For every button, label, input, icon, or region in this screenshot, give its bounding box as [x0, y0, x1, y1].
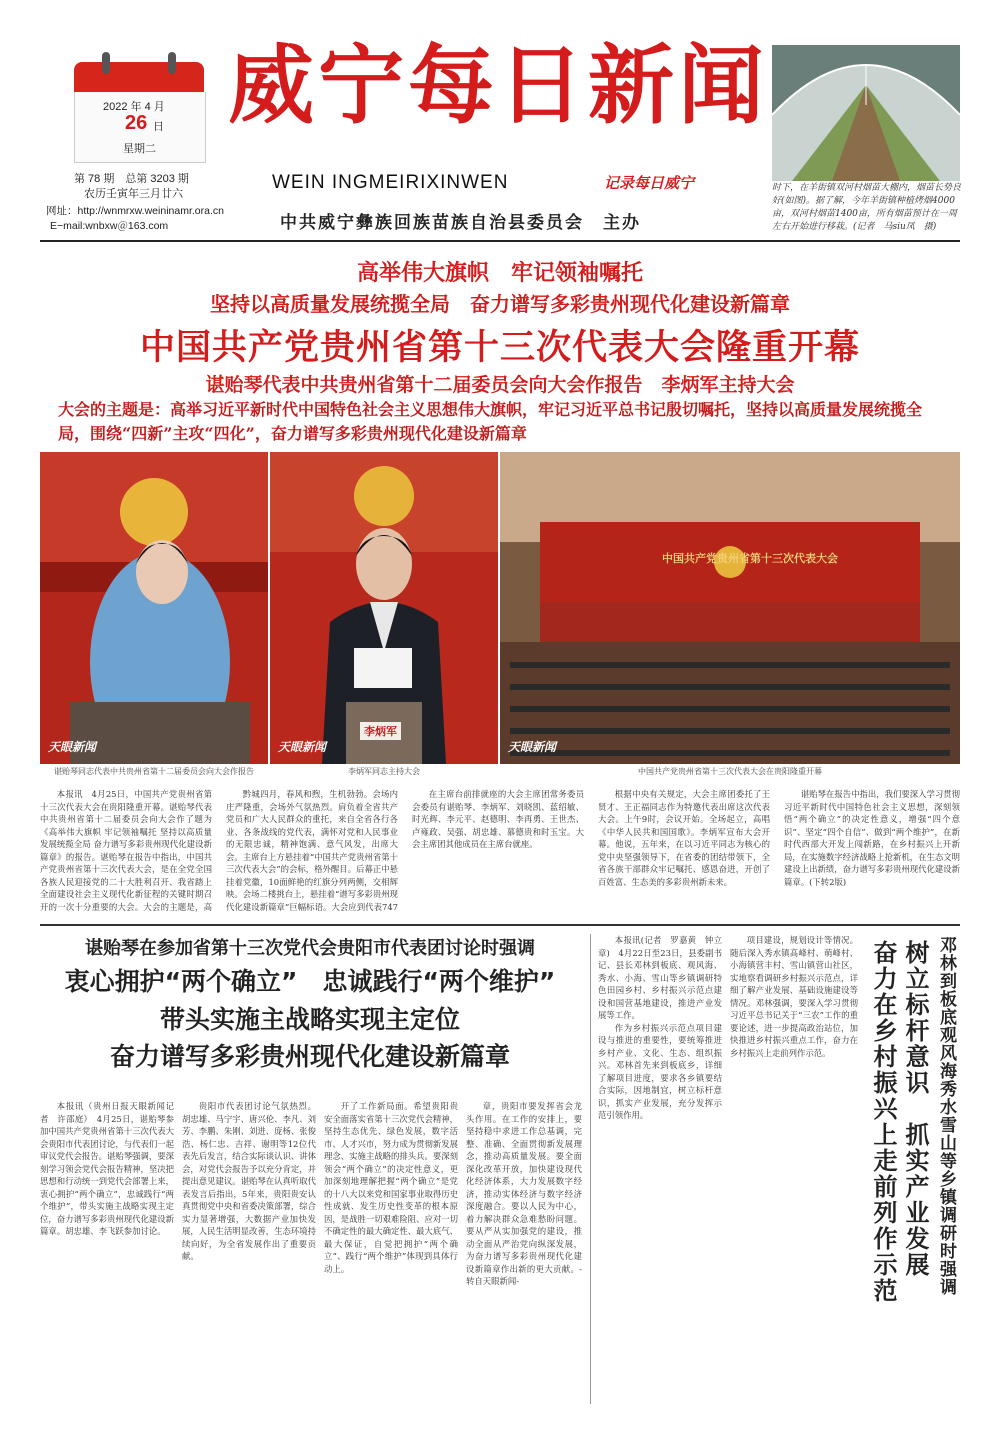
lead-body-col-2 [226, 788, 398, 913]
article3-headline-outer: 邓林到板底观风海秀水雪山等乡镇调研时强调 [936, 936, 956, 1296]
article3-headline-inner: 奋力在乡村振兴上走前列作示范 [869, 940, 897, 1304]
lead-body-col-3 [412, 788, 584, 913]
article3-col-2 [730, 934, 858, 1402]
photo-congress-hall [500, 452, 960, 764]
lead-paragraph: 黔城四月，春风和煦，生机勃勃。会场内庄严隆重，会场外气氛热烈。肩负着全省共产党员和广大人民群众的重托，来自全省各行各业、各条战线的党代表，满怀对党和人民事业的无限忠诚，精神饱满、意气风发，出席大会。主席台上方悬挂着“中国共产党贵州省第十三次代表大会”的会标，格外醒目。后幕正中悬挂着党徽，10面鲜艳的红旗分列两侧，交相辉映。会场二楼挑台上，悬挂着“谱写多彩贵州现代化建设新篇章”巨幅标语。大会应到代表747 [226, 789, 398, 912]
photo-watermark: 天眼新闻 [278, 740, 327, 754]
hall-banner: 中国共产党贵州省第十三次代表大会 [662, 552, 838, 565]
lead-theme: 大会的主题是：高举习近平新时代中国特色社会主义思想伟大旗帜，牢记习近平总书记殷切嘱托，坚持以高质量发展统揽全局，围绕“四新”主攻“四化”，奋力谱写多彩贵州现代化建设新篇章 [58, 400, 923, 443]
newspaper-slogan: 记录每日威宁 [604, 174, 695, 192]
lead-body-col-5 [784, 788, 960, 913]
article2-headline-3: 奋力谱写多彩贵州现代化建设新篇章 [109, 1042, 510, 1071]
photo3-caption: 中国共产党贵州省第十三次代表大会在贵阳隆重开幕 [638, 767, 822, 776]
photo-speaker-report [40, 452, 268, 764]
lead-paragraph: 在主席台前排就座的大会主席团常务委员会委员有谌贻琴、李炳军、刘晓凯、蓝绍敏、时光辉、李元平、赵德明、李再勇、王世杰、卢雍政、吴强、胡忠雄、慕德贵和时玉宝。大会主席团其他成员在主席台就座。 [412, 789, 584, 849]
calendar-header [74, 62, 204, 92]
photo2-caption: 李炳军同志主持大会 [348, 767, 420, 776]
issue-info [74, 172, 244, 202]
greenhouse-photo [772, 45, 960, 181]
article2-col-1 [40, 1100, 174, 1400]
nameplate: 李炳军 [360, 722, 401, 740]
calendar-ring-icon [168, 52, 176, 74]
column-rule [590, 934, 591, 1404]
calendar-year-month: 2022 年 4 月 [103, 101, 165, 113]
calendar-ring-icon [102, 52, 110, 74]
issue-number: 第 78 期 总第 3203 期 [74, 173, 189, 185]
lead-paragraph: 谌贻琴在报告中指出，我们要深入学习贯彻习近平新时代中国特色社会主义思想，深刻领悟“两个确立”的决定性意义，增强“四个意识”、坚定“四个自信”、做到“两个维护”，在新时代西部大开发上闯新路，在乡村振兴上开新局，在实施数字经济战略上抢新机，在生态文明建设上出新绩，奋力谱写多彩贵州现代化建设新篇章。(下转2版) [784, 789, 960, 887]
lead-subhead: 谌贻琴代表中共贵州省第十二届委员会向大会作报告 李炳军主持大会 [205, 374, 795, 396]
article2-headline-2: 带头实施主战略实现主定位 [159, 1005, 460, 1034]
article2-col-2 [182, 1100, 316, 1400]
lead-body-col-1 [40, 788, 212, 913]
article3-paragraph: 项目建设，规划设计等情况。随后深入秀水镇高峰村、萌峰村、小海镇营丰村、雪山镇营山社区，实地察看调研乡村振兴示范点，详细了解产业发展、基础设施建设等情况。邓林强调，要深入学习贯彻习近平总书记关于“三农”工作的重要论述，进一步提高政治站位，加快推进乡村振兴重点工作，奋力在乡村振兴上走前列作示范。 [730, 935, 858, 1058]
photo-watermark: 天眼新闻 [508, 740, 557, 754]
newspaper-pinyin: WEIN INGMEIRIXINWEN [272, 172, 509, 193]
lead-paragraph: 根据中央有关规定，大会主席团委托了王贤才、王正福同志作为特邀代表出席这次代表大会。上午9时，会议开始。全场起立，高唱《中华人民共和国国歌》。李炳军宣布大会开幕。他说，五年来，在以习近平同志为核心的党中央坚强领导下，在省委的团结带领下，全省各族干部群众牢记嘱托、感恩奋进，开创了百姓富、生态美的多彩贵州新未来。 [598, 789, 770, 887]
article2-col-3 [324, 1100, 458, 1400]
photo-watermark: 天眼新闻 [48, 740, 97, 754]
email-link[interactable]: E−mail:wnbxw＠163.com [50, 220, 169, 232]
calendar-day: 26 [125, 112, 148, 134]
photo-chairman [270, 452, 498, 764]
article2-paragraph: 本报讯（贵州日报天眼新闻记者 许邵庭） 4月25日，谌贻琴参加中国共产党贵州省第十三次代表大会贵阳市代表团讨论，与代表们一起审议党代会报告。谌贻琴强调，要深刻学习领会党代会报告精神，坚决把思想和行动统一到党代会部署上来，衷心拥护“两个确立”，忠诚践行“两个维护”，带头实施主战略实现主定位，奋力谱写多彩贵州现代化建设新篇章。胡忠雄、李飞跃参加讨论。 [40, 1101, 174, 1236]
website-link[interactable]: 网址：http://wnmrxw.weininamr.ora.cn [46, 205, 224, 217]
lead-paragraph: 本报讯 4月25日，中国共产党贵州省第十三次代表大会在贵阳隆重开幕。谌贻琴代表中共贵州省第十二届委员会向大会作了题为《高举伟大旗帜 牢记领袖嘱托 坚持以高质量发展统揽全局 奋力谱写多彩贵州现代化建设新篇章》的报告。谌贻琴在报告中指出，中国共产党贵州省第十三次代表大会，是在全党全国各族人民迎接党的二十大胜利召开、我省踏上全面建设社会主义现代化新征程的关键时期召开的一次十分重要的大会。大会的主题是，高 [40, 789, 212, 912]
article3-paragraph: 本报讯(记者 罗嘉黄 钟立章) 4月22日至23日，县委副书记、县长邓林到板底、观风海、秀水、小海、雪山等乡镇调研特色田园乡村、乡村振兴示范点建设和国营基地建设，推进产业发展等工作。 [598, 935, 722, 1020]
article3-col-1 [598, 934, 722, 1402]
article3-headline-mid: 树立标杆意识 抓实产业发展 [901, 940, 929, 1278]
publisher-line: 中共威宁彝族回族苗族自治县委员会 主办 [280, 213, 641, 233]
lead-body-col-4 [598, 788, 770, 913]
article2-paragraph: 开了工作新局面。希望贵阳贵安全面落实省第十三次党代会精神，坚持生态优先、绿色发展，数字活市、人才兴市，努力成为贯彻新发展理念、实施主战略的排头兵。要深刻领会“两个确立”的决定性意义，更加深刻地理解把握“两个确立”是党的十八大以来党和国家事业取得历史性成就、发生历史性变革的根本原因，是战胜一切艰难险阻、应对一切不确定性的最大确定性、最大底气、最大保证，自觉把拥护“两个确立”、践行“两个维护”体现到具体行动上。 [324, 1101, 458, 1274]
article2-paragraph: 章，贵阳市要发挥省会龙头作用。在工作的安排上，要坚持稳中求进工作总基调，完整、准确、全面贯彻新发展理念，推动高质量发展。要全面深化改革开放，加快建设现代化经济体系，大力发展数字经济，推动实体经济与数字经济深度融合。要以人民为中心，着力解决群众急难愁盼问题。要从严从实加强党的建设，推动全面从严治党向纵深发展，为奋力谱写多彩贵州现代化建设新篇章作出新的更大贡献。-转自天眼新闻- [466, 1101, 582, 1286]
lead-kicker-2: 坚持以高质量发展统揽全局 奋力谱写多彩贵州现代化建设新篇章 [210, 292, 790, 316]
greenhouse-photo-caption: 时下，在羊街镇双河村烟苗大棚内，烟苗长势良好(如图)。据了解，今年羊街镇种植烤烟4000亩，双河村烟苗1400亩，所有烟苗预计在一周左右开始进行移栽。(记者 马siu凤 摄) [772, 183, 962, 232]
calendar-page [74, 92, 206, 163]
article3-paragraph: 作为乡村振兴示范点项目建设与推进的重要性，要统筹推进乡村产业、文化、生态、组织振兴。邓林首先来到板底乡，详细了解项目进度，要求各乡镇要结合实际，因地制宜，树立标杆意识，抓实产业发展，充分发挥示范引领作用。 [598, 1022, 722, 1120]
article2-kicker: 谌贻琴在参加省第十三次党代会贵阳市代表团讨论时强调 [85, 938, 535, 959]
lead-headline: 中国共产党贵州省第十三次代表大会隆重开幕 [139, 328, 860, 368]
lead-kicker-1: 高举伟大旗帜 牢记领袖嘱托 [356, 261, 643, 286]
article2-col-4 [466, 1100, 582, 1400]
calendar-day-unit: 日 [153, 121, 164, 133]
newspaper-logo: 威宁每日新闻 [228, 36, 768, 136]
article2-headline-1: 衷心拥护“两个确立” 忠诚践行“两个维护” [64, 967, 556, 996]
calendar-weekday: 星期二 [123, 143, 156, 155]
section-divider [40, 924, 960, 926]
calendar-widget [74, 52, 204, 164]
masthead-divider [40, 240, 960, 242]
photo1-caption: 谌贻琴同志代表中共贵州省第十二届委员会向大会作报告 [54, 767, 254, 776]
contact-info [46, 204, 266, 234]
article2-paragraph: 贵阳市代表团讨论气氛热烈。胡忠雄、马宁宇、唐兴伦、李凡、刘芳、李鹏、朱刚、刘进、庞杨、张俊浩、杨仁忠、吉祥、谢明等12位代表先后发言，结合实际谈认识、讲体会，对党代会报告予以充分肯定，并提出意见建议。谌贻琴在认真听取代表发言后指出，5年来，贵阳贵安认真贯彻党中央和省委决策部署，综合实力显著增强，大数据产业加快发展，人民生活明显改善，生态环境持续向好，为全省发展作出了重要贡献。 [182, 1101, 316, 1261]
lunar-date: 农历壬寅年三月廿六 [84, 188, 183, 200]
